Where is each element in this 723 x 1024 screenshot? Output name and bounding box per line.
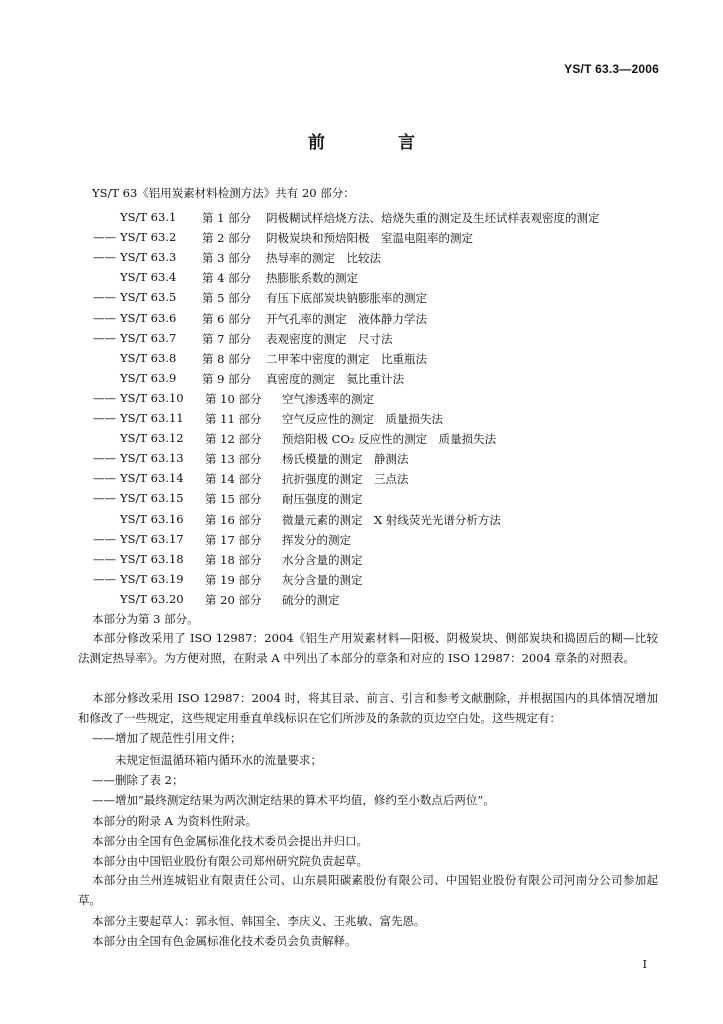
part-number: 第 19 部分 <box>205 572 262 587</box>
part-number: 第 6 部分 <box>202 311 252 326</box>
part-title: 预焙阳极 CO₂ 反应性的测定 质量损失法 <box>282 432 497 447</box>
part-row <box>0 270 723 284</box>
part-title: 热导率的测定 比较法 <box>266 251 381 266</box>
part-number: 第 16 部分 <box>205 512 262 527</box>
standard-code: YS/T 63.3—2006 <box>564 62 659 76</box>
part-number: 第 8 部分 <box>202 351 252 366</box>
part-title: 热膨胀系数的测定 <box>266 271 358 286</box>
part-title: 阴极糊试样焙烧方法、焙烧失重的测定及生坯试样表观密度的测定 <box>266 211 600 225</box>
part-code: YS/T 63.13 <box>120 451 184 466</box>
part-dash: —— <box>93 330 116 345</box>
part-number: 第 7 部分 <box>202 331 252 346</box>
part-code: YS/T 63.7 <box>120 330 177 345</box>
part-title: 挥发分的测定 <box>282 532 351 547</box>
bullet-item: ——增加了规范性引用文件； <box>92 731 242 745</box>
part-title: 水分含量的测定 <box>282 552 363 567</box>
closing-line: 本部分由全国有色金属标准化技术委员会提出并归口。 <box>92 834 368 848</box>
part-dash: —— <box>93 491 116 506</box>
part-title: 杨氏模量的测定 静测法 <box>282 452 409 467</box>
bullet-item: 未规定恒温循环箱内循环水的流量要求； <box>92 753 322 767</box>
part-number: 第 4 部分 <box>202 271 252 286</box>
part-row <box>0 331 723 345</box>
part-code: YS/T 63.18 <box>120 551 184 566</box>
part-row <box>0 572 723 586</box>
part-dash: —— <box>93 411 116 425</box>
part-row <box>0 451 723 465</box>
part-row <box>0 250 723 264</box>
part-dash: —— <box>93 551 116 566</box>
paragraph-adoption: 本部分修改采用了 ISO 12987：2004《铝生产用炭素材料—阳极、阴极炭块、侧部炭块和捣固后的糊—比较法测定热导率》。为方便对照，在附录 A 中列出了本部分的章条和对应的 ISO 12987：2004 章条的对照表。 <box>78 631 658 665</box>
part-code: YS/T 63.10 <box>120 390 184 405</box>
part-title: 表观密度的测定 尺寸法 <box>266 331 393 346</box>
part-row <box>0 290 723 304</box>
closing-line: 本部分的附录 A 为资料性附录。 <box>92 814 258 828</box>
interpretation-line: 本部分由全国有色金属标准化技术委员会负责解释。 <box>92 934 357 948</box>
part-row <box>0 411 723 425</box>
part-row <box>0 431 723 445</box>
part-row <box>0 592 723 606</box>
part-title: 真密度的测定 氦比重计法 <box>266 371 404 386</box>
part-code: YS/T 63.2 <box>120 230 177 245</box>
part-dash: —— <box>93 471 116 486</box>
bullet-item: ——增加“最终测定结果为两次测定结果的算术平均值，修约至小数点后两位”。 <box>92 793 495 807</box>
part-number: 第 11 部分 <box>205 412 262 426</box>
page-number: I <box>642 958 647 971</box>
part-title: 有压下底部炭块钠膨胀率的测定 <box>266 291 427 306</box>
part-dash: —— <box>93 390 116 405</box>
part-number: 第 2 部分 <box>202 231 252 246</box>
part-row <box>0 351 723 365</box>
part-dash: —— <box>93 310 116 325</box>
part-title: 阴极炭块和预焙阳极 室温电阻率的测定 <box>266 231 473 246</box>
part-code: YS/T 63.5 <box>120 290 177 305</box>
part-number: 第 14 部分 <box>205 472 262 487</box>
part-code: YS/T 63.20 <box>120 591 184 606</box>
part-dash: —— <box>93 531 116 546</box>
part-code: YS/T 63.11 <box>120 411 184 425</box>
drafters-line: 本部分主要起草人：郭永恒、韩国全、李庆义、王兆敏、富先恩。 <box>92 914 426 928</box>
part-statement: 本部分为第 3 部分。 <box>92 612 199 626</box>
part-title: 二甲苯中密度的测定 比重瓶法 <box>266 351 427 366</box>
part-title: 空气反应性的测定 质量损失法 <box>282 412 443 426</box>
part-code: YS/T 63.4 <box>120 270 177 285</box>
part-number: 第 5 部分 <box>202 291 252 306</box>
part-dash: —— <box>93 230 116 245</box>
part-title: 微量元素的测定 X 射线荧光光谱分析方法 <box>282 512 501 527</box>
part-number: 第 12 部分 <box>205 432 262 447</box>
part-row <box>0 491 723 505</box>
part-row <box>0 512 723 526</box>
part-code: YS/T 63.16 <box>120 511 184 526</box>
part-code: YS/T 63.15 <box>120 491 184 506</box>
part-row <box>0 210 723 224</box>
part-number: 第 3 部分 <box>202 251 252 266</box>
part-number: 第 9 部分 <box>202 371 252 386</box>
part-dash: —— <box>93 451 116 466</box>
part-row <box>0 230 723 244</box>
part-row <box>0 391 723 405</box>
part-code: YS/T 63.19 <box>120 571 184 586</box>
paragraph-participants: 本部分由兰州连城铝业有限责任公司、山东晨阳碳素股份有限公司、中国铝业股份有限公司河南分公司参加起草。 <box>78 873 658 907</box>
part-row <box>0 371 723 385</box>
part-code: YS/T 63.1 <box>120 210 177 224</box>
part-number: 第 10 部分 <box>205 391 262 406</box>
part-title: 抗折强度的测定 三点法 <box>282 472 409 487</box>
part-title: 耐压强度的测定 <box>282 492 363 507</box>
part-dash: —— <box>93 571 116 586</box>
part-code: YS/T 63.3 <box>120 250 177 265</box>
part-number: 第 18 部分 <box>205 552 262 567</box>
part-code: YS/T 63.9 <box>120 370 177 385</box>
part-row <box>0 311 723 325</box>
part-code: YS/T 63.8 <box>120 350 177 365</box>
part-number: 第 20 部分 <box>205 592 262 607</box>
part-code: YS/T 63.17 <box>120 531 184 546</box>
part-row <box>0 471 723 485</box>
part-dash: —— <box>93 290 116 305</box>
part-title: 灰分含量的测定 <box>282 572 363 587</box>
part-title: 开气孔率的测定 液体静力学法 <box>266 311 427 326</box>
part-code: YS/T 63.14 <box>120 471 184 486</box>
part-number: 第 15 部分 <box>205 492 262 507</box>
part-row <box>0 532 723 546</box>
part-row <box>0 552 723 566</box>
part-dash: —— <box>93 250 116 265</box>
page-title: 前 言 <box>308 133 443 153</box>
intro-line: YS/T 63《铝用炭素材料检测方法》共有 20 部分： <box>92 186 355 200</box>
closing-line: 本部分由中国铝业股份有限公司郑州研究院负责起草。 <box>92 854 368 868</box>
part-code: YS/T 63.6 <box>120 310 177 325</box>
part-title: 空气渗透率的测定 <box>282 391 374 406</box>
part-number: 第 13 部分 <box>205 452 262 467</box>
part-title: 硫分的测定 <box>282 592 340 607</box>
part-number: 第 17 部分 <box>205 532 262 547</box>
part-number: 第 1 部分 <box>202 211 252 225</box>
paragraph-modifications: 本部分修改采用 ISO 12987：2004 时，将其目录、前言、引言和参考文献删除，并根据国内的具体情况增加和修改了一些规定，这些规定用垂直单线标识在它们所涉及的条款的页边空白处。这些规定有： <box>78 691 658 725</box>
part-code: YS/T 63.12 <box>120 431 184 446</box>
bullet-item: ——删除了表 2； <box>92 773 184 787</box>
